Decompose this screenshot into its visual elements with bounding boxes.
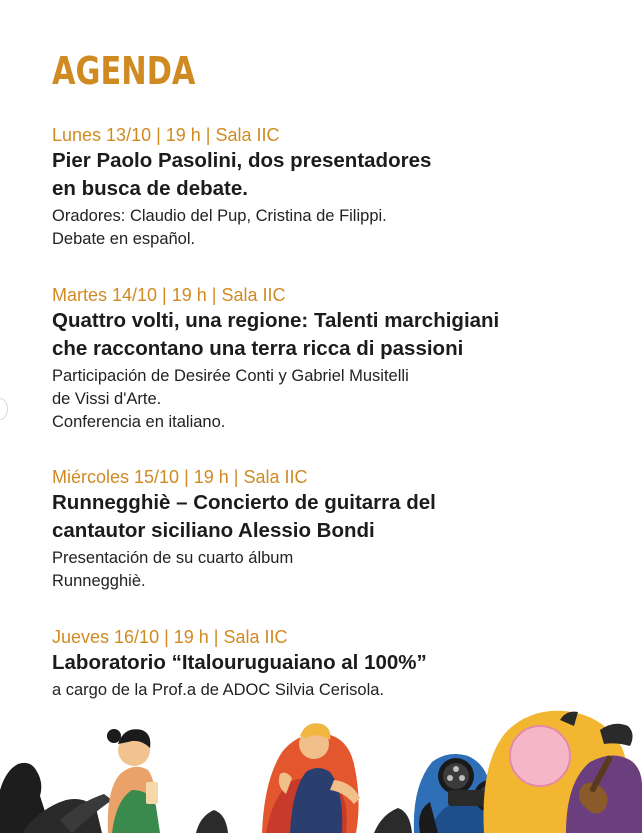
event-title (52, 649, 612, 677)
event-description-line: Conferencia en italiano. (52, 413, 226, 431)
event-title-line: Laboratorio “Italouruguaiano al 100%” (52, 651, 427, 674)
event-meta: Lunes 13/10 | 19 h | Sala IIC (52, 125, 280, 145)
event-description-line: Presentación de su cuarto álbum (52, 549, 294, 567)
people-illustration (0, 690, 642, 833)
event-description-line: Oradores: Claudio del Pup, Cristina de Filippi. (52, 207, 387, 225)
event-meta: Miércoles 15/10 | 19 h | Sala IIC (52, 467, 308, 487)
event-description-line: Debate en español. (52, 230, 196, 248)
event-description (52, 547, 612, 593)
event-meta: Martes 14/10 | 19 h | Sala IIC (52, 285, 286, 305)
event-description-line: de Vissi d'Arte. (52, 390, 162, 408)
event-title (52, 307, 612, 363)
event-description-line: a cargo de la Prof.a de ADOC Silvia Cerisola. (52, 681, 384, 699)
event-title-line: Runnegghiè – Concierto de guitarra del (52, 491, 436, 514)
event-item-monday (52, 124, 612, 251)
event-description-line: Runnegghiè. (52, 572, 146, 590)
event-title (52, 147, 612, 203)
page-title: AGENDA (52, 49, 196, 93)
event-title-line: Quattro volti, una regione: Talenti marchigiani (52, 309, 500, 332)
event-title-line: en busca de debate. (52, 177, 248, 200)
event-title-line: Pier Paolo Pasolini, dos presentadores (52, 149, 432, 172)
event-description (52, 205, 612, 251)
event-description-line: Participación de Desirée Conti y Gabriel Musitelli (52, 367, 409, 385)
event-title (52, 489, 612, 545)
event-title-line: cantautor siciliano Alessio Bondi (52, 519, 375, 542)
event-item-wednesday (52, 466, 612, 593)
event-item-tuesday (52, 284, 612, 434)
page-edge-marker (0, 398, 8, 420)
event-title-line: che raccontano una terra ricca di passioni (52, 337, 464, 360)
event-description (52, 365, 612, 434)
event-meta: Jueves 16/10 | 19 h | Sala IIC (52, 627, 288, 647)
